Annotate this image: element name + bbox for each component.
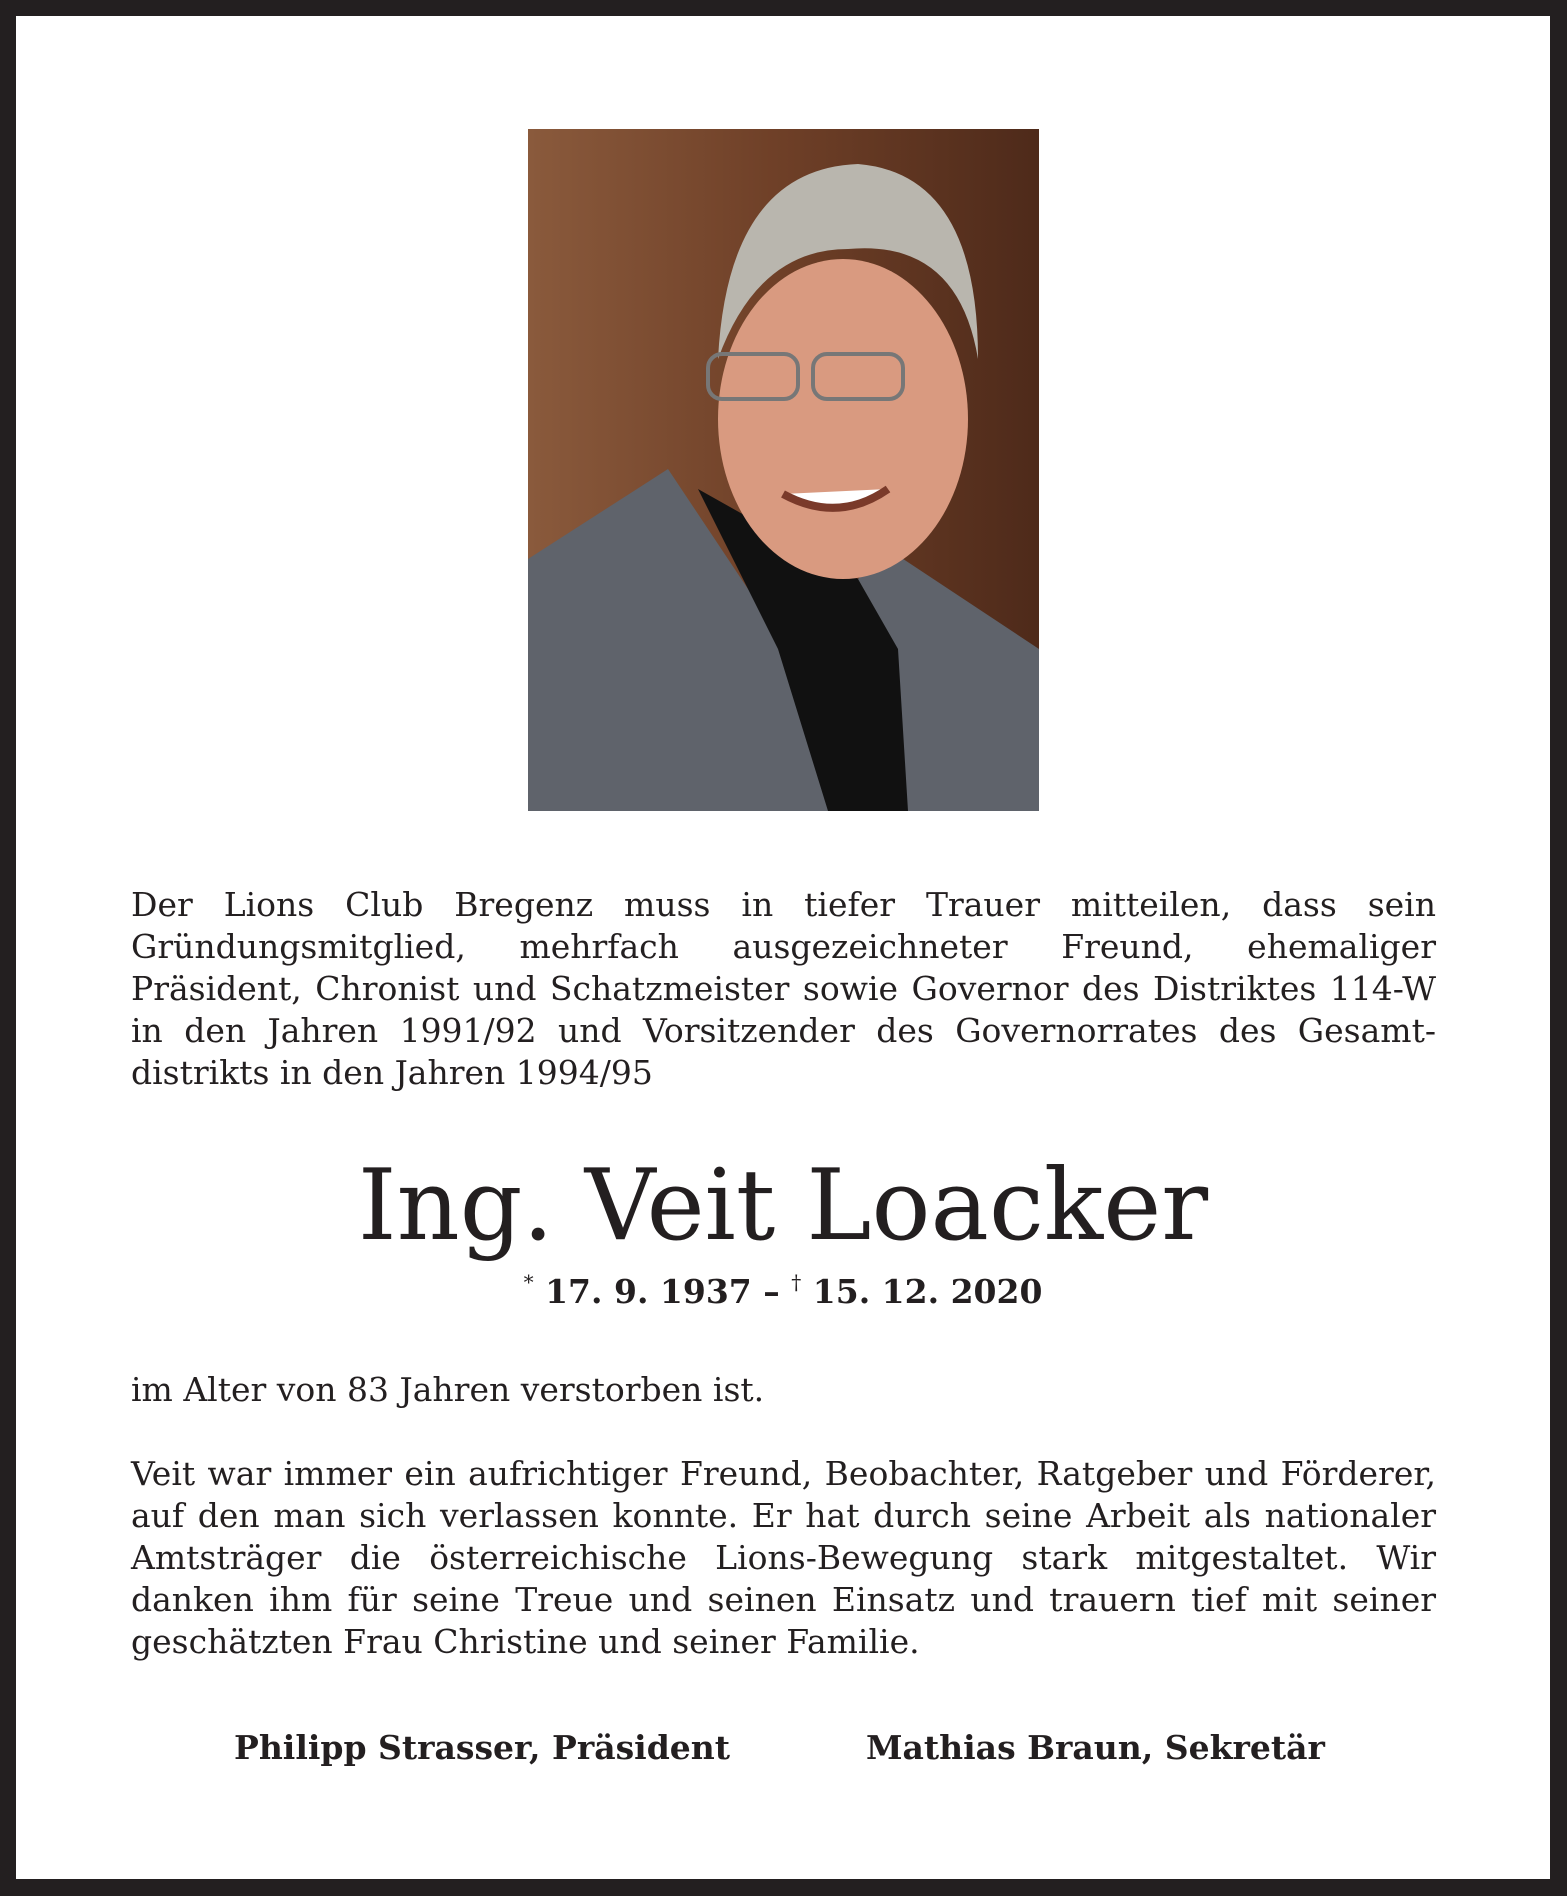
tribute-line: Veit war immer ein aufrichtiger Freund, Beobachter, Ratgeber und Förderer, — [131, 1454, 1436, 1493]
tribute-line: auf den man sich verlassen konnte. Er hat durch seine Arbeit als nationaler — [131, 1496, 1436, 1535]
portrait-photo — [528, 129, 1039, 811]
tribute-line: geschätzten Frau Christine und seiner Familie. — [131, 1622, 920, 1661]
intro-line: Gründungsmitglied, mehrfach ausgezeichneter Freund, ehemaliger — [131, 927, 1436, 966]
deceased-name: Ing. Veit Loacker — [357, 1149, 1209, 1263]
life-dates — [16, 1270, 1550, 1311]
intro-line: in den Jahren 1991/92 und Vorsitzender des Governorrates des Gesamt- — [131, 1011, 1436, 1050]
intro-line: Präsident, Chronist und Schatzmeister sowie Governor des Distriktes 114-W — [131, 969, 1436, 1008]
tribute-line: danken ihm für seine Treue und seinen Einsatz und trauern tief mit seiner — [131, 1580, 1436, 1619]
intro-line: distrikts in den Jahren 1994/95 — [131, 1053, 653, 1092]
tribute-paragraph — [131, 1453, 1436, 1663]
intro-paragraph — [131, 884, 1436, 1094]
age-line: im Alter von 83 Jahren verstorben ist. — [131, 1370, 765, 1409]
intro-line: Der Lions Club Bregenz muss in tiefer Trauer mitteilen, dass sein — [131, 885, 1436, 924]
date-separator: – — [763, 1272, 780, 1311]
signature-president: Philipp Strasser, Präsident — [234, 1728, 731, 1767]
birth-symbol: * — [523, 1270, 534, 1294]
age-paragraph — [131, 1369, 1436, 1411]
tribute-line: Amtsträger die österreichische Lions-Bewegung stark mitgestaltet. Wir — [131, 1538, 1436, 1577]
signature-secretary: Mathias Braun, Sekretär — [866, 1728, 1325, 1767]
obituary-page — [16, 16, 1550, 1879]
death-date: 15. 12. 2020 — [812, 1272, 1043, 1311]
birth-date: 17. 9. 1937 — [545, 1272, 752, 1311]
death-symbol: † — [791, 1270, 802, 1294]
